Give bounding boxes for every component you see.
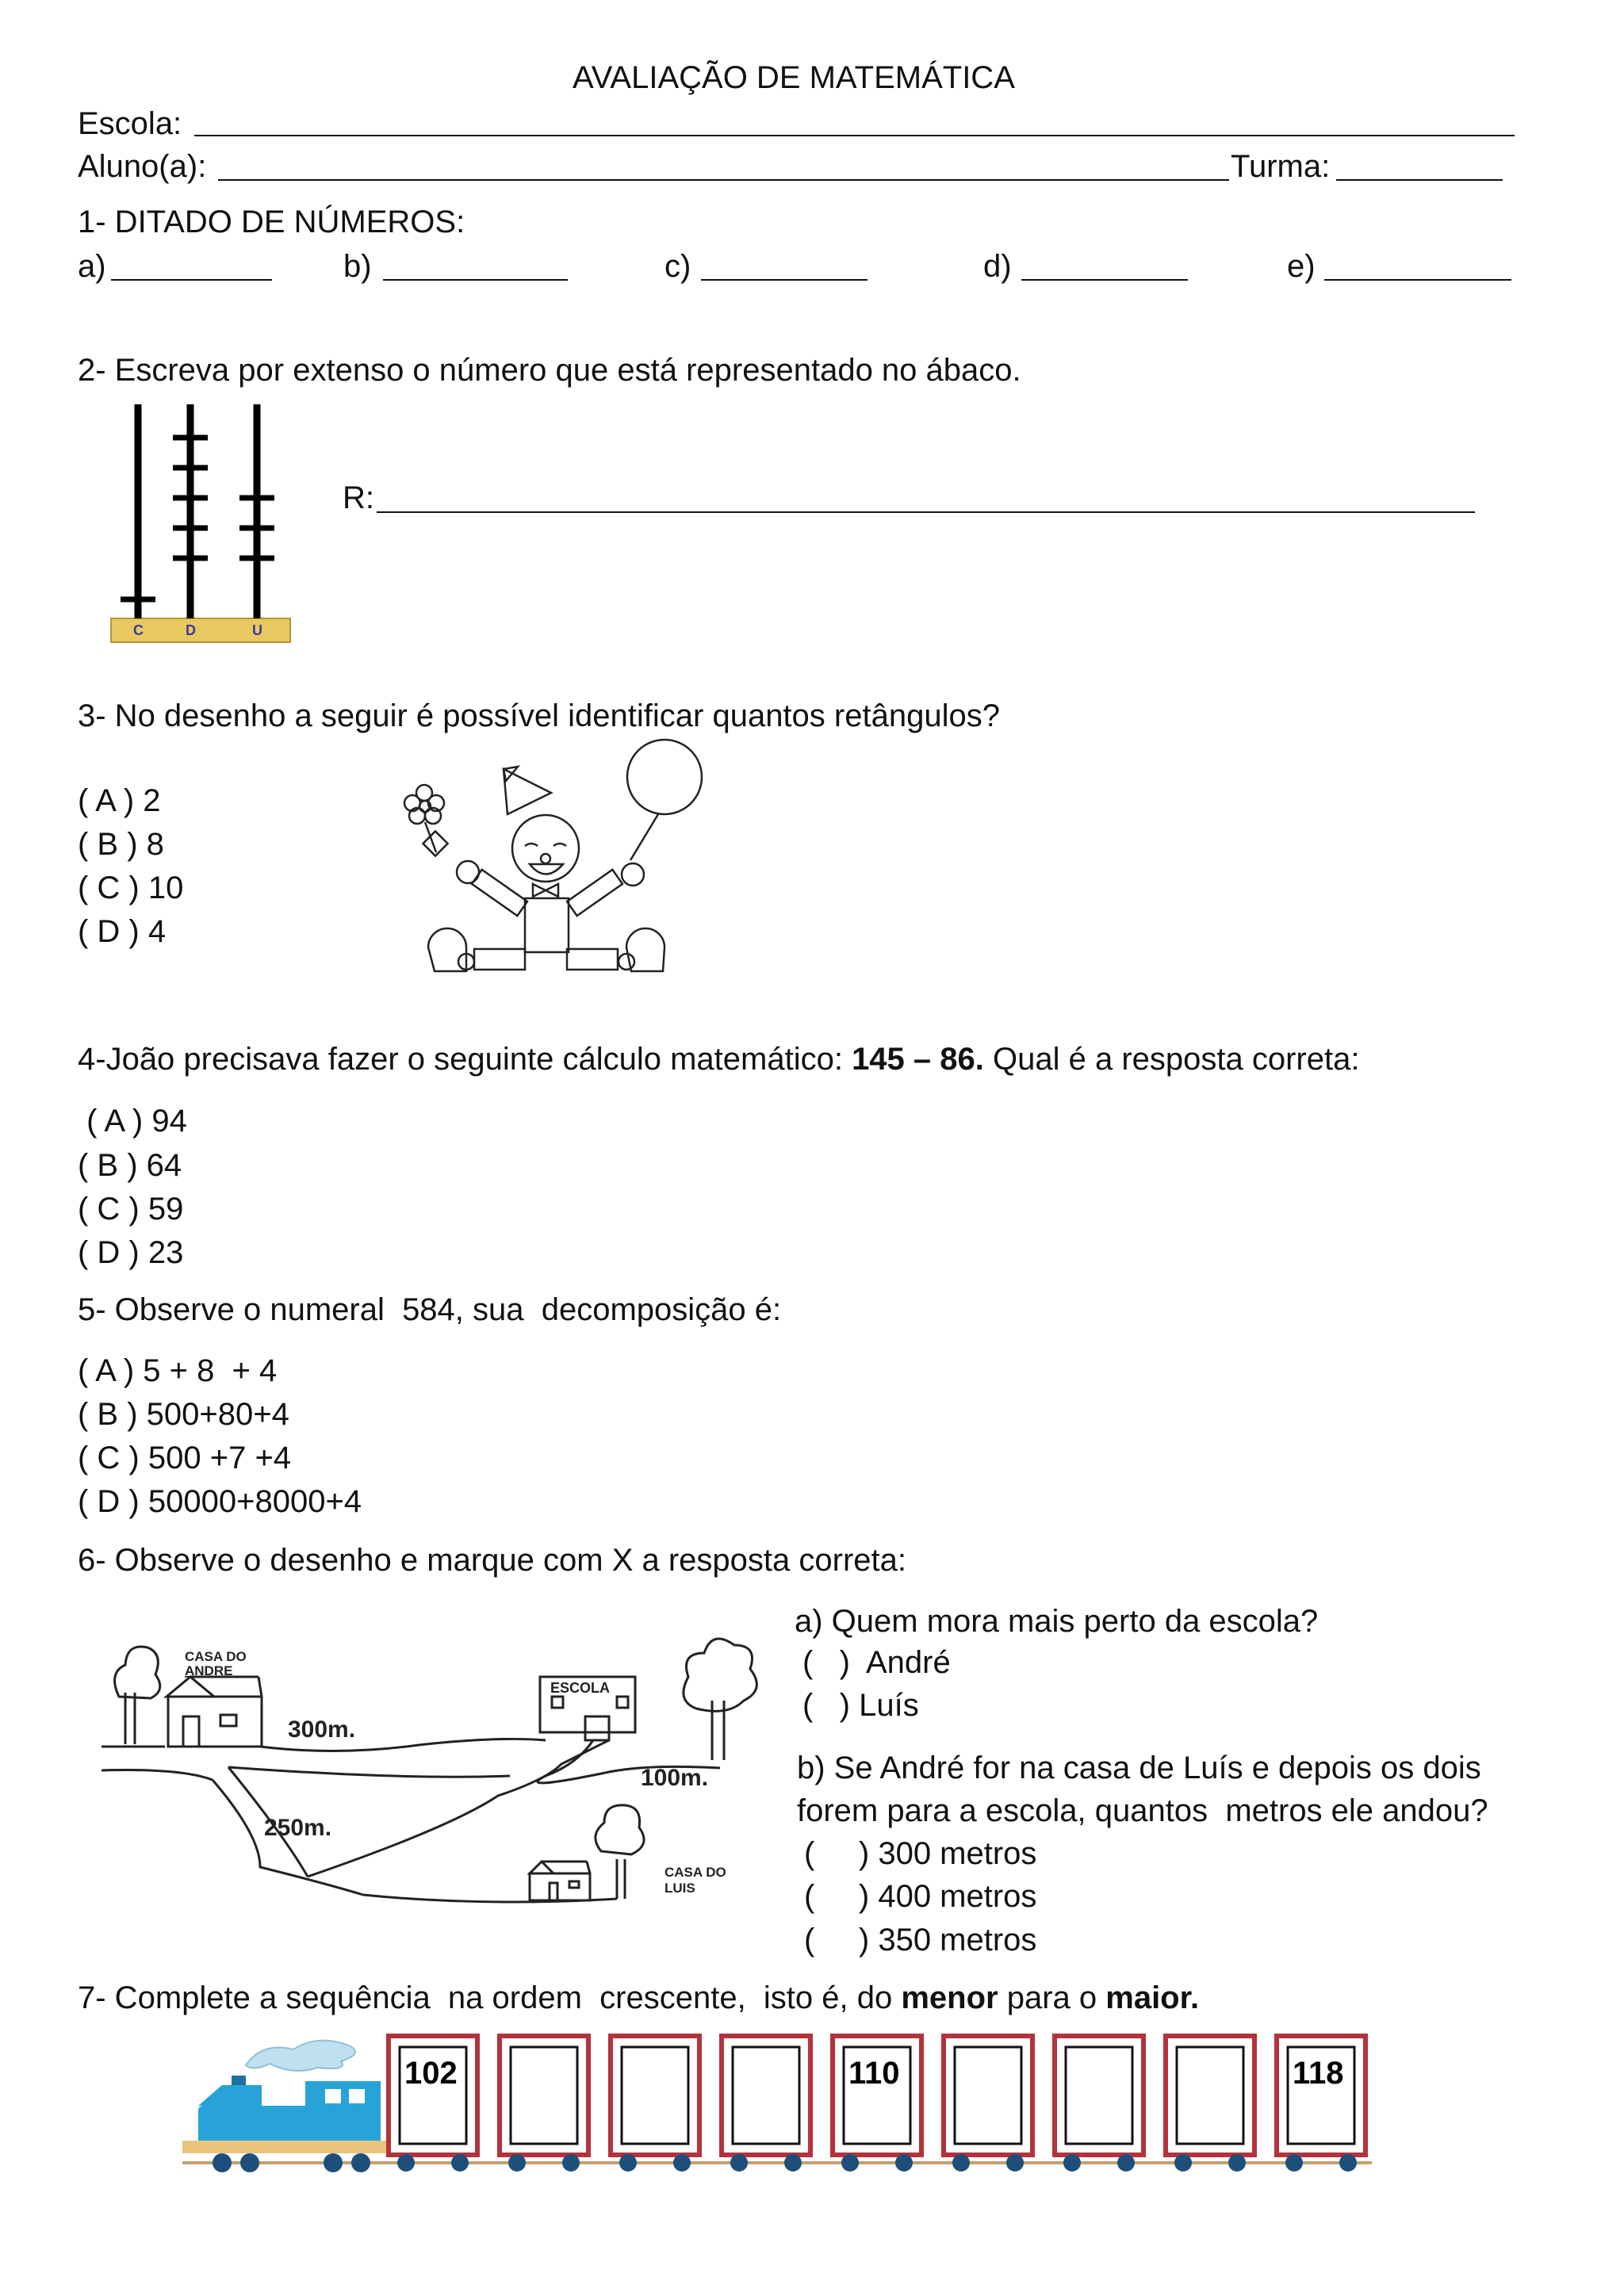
q4-option-c[interactable]: ( C ) 59 <box>78 1192 184 1226</box>
q1-c-label: c) <box>665 249 691 284</box>
q6-b-question-line2: forem para a escola, quantos metros ele andou? <box>797 1793 1488 1828</box>
wagon-7[interactable] <box>1055 2036 1143 2172</box>
aluno-field[interactable] <box>218 179 1229 181</box>
q6-b-option-400[interactable]: ( ) 400 metros <box>804 1879 1037 1914</box>
q1-a-field[interactable] <box>111 279 272 281</box>
q3-title: 3- No desenho a seguir é possível identificar quantos retângulos? <box>78 698 1000 733</box>
wagon-2[interactable] <box>500 2036 588 2172</box>
wagon-4[interactable] <box>722 2036 810 2172</box>
wagon-1 <box>389 2036 477 2172</box>
q5-title: 5- Observe o numeral 584, sua decomposição é: <box>78 1292 782 1327</box>
escola-label: Escola: <box>78 106 182 141</box>
wagon-9 <box>1277 2036 1365 2172</box>
q3-option-d[interactable]: ( D ) 4 <box>78 914 167 949</box>
q3-option-a[interactable]: ( A ) 2 <box>78 783 161 818</box>
q5-option-c[interactable]: ( C ) 500 +7 +4 <box>78 1441 292 1475</box>
q1-b-field[interactable] <box>383 279 568 281</box>
q4-option-a[interactable]: ( A ) 94 <box>78 1104 187 1138</box>
clown-drawing <box>389 733 722 979</box>
wagon-5 <box>833 2036 921 2172</box>
route-map <box>102 1598 768 1931</box>
map-casa-luis-line2: LUIS <box>665 1881 695 1896</box>
q5-option-b[interactable]: ( B ) 500+80+4 <box>78 1397 289 1432</box>
turma-label: Turma: <box>1231 149 1331 184</box>
abacus-label-d: D <box>186 622 196 638</box>
abacus-label-u: U <box>252 622 262 638</box>
map-distance-100: 100m. <box>641 1765 709 1791</box>
q6-b-option-350[interactable]: ( ) 350 metros <box>804 1923 1037 1957</box>
train <box>174 2030 1380 2180</box>
q6-a-option-luis[interactable]: ( ) Luís <box>802 1688 919 1723</box>
wagon-6[interactable] <box>944 2036 1032 2172</box>
q6-b-question-line1: b) Se André for na casa de Luís e depois os dois <box>797 1751 1481 1785</box>
q1-d-field[interactable] <box>1021 279 1188 281</box>
q4-option-d[interactable]: ( D ) 23 <box>78 1235 184 1270</box>
wagon-number: 102 <box>404 2056 458 2091</box>
q3-option-b[interactable]: ( B ) 8 <box>78 827 164 862</box>
q4-option-b[interactable]: ( B ) 64 <box>78 1148 182 1183</box>
q2-title: 2- Escreva por extenso o número que está representado no ábaco. <box>78 353 1021 388</box>
wagon-number: 110 <box>848 2056 900 2091</box>
q1-c-field[interactable] <box>701 279 868 281</box>
q1-d-label: d) <box>983 249 1012 284</box>
q3-option-c[interactable]: ( C ) 10 <box>78 871 184 905</box>
map-distance-300: 300m. <box>288 1716 356 1743</box>
q6-a-question: a) Quem mora mais perto da escola? <box>795 1604 1319 1639</box>
page-title: AVALIAÇÃO DE MATEMÁTICA <box>573 60 1015 95</box>
q5-option-d[interactable]: ( D ) 50000+8000+4 <box>78 1484 362 1519</box>
q6-a-option-andre[interactable]: ( ) André <box>802 1645 951 1680</box>
q1-e-label: e) <box>1287 249 1316 284</box>
map-distance-250: 250m. <box>264 1815 332 1841</box>
q6-title: 6- Observe o desenho e marque com X a resposta correta: <box>78 1543 906 1578</box>
wagon-number: 118 <box>1293 2056 1344 2091</box>
q5-option-a[interactable]: ( A ) 5 + 8 + 4 <box>78 1353 278 1388</box>
aluno-label: Aluno(a): <box>78 149 207 184</box>
wagon-8[interactable] <box>1166 2036 1254 2172</box>
abacus-label-c: C <box>133 622 144 638</box>
q1-b-label: b) <box>343 249 372 284</box>
q7-title: 7- Complete a sequência na ordem crescente, isto é, do menor para o maior. <box>78 1980 1200 2015</box>
q4-title: 4-João precisava fazer o seguinte cálculo matemático: 145 – 86. Qual é a resposta correta: <box>78 1042 1360 1077</box>
q1-e-field[interactable] <box>1324 279 1511 281</box>
q2-answer-label: R: <box>343 480 374 515</box>
map-escola-label: ESCOLA <box>550 1680 611 1696</box>
q1-title: 1- DITADO DE NÚMEROS: <box>78 205 465 239</box>
q1-a-label: a) <box>78 249 106 284</box>
turma-field[interactable] <box>1336 179 1503 181</box>
map-casa-andre-line1: CASA DO <box>185 1649 247 1664</box>
q6-b-option-300[interactable]: ( ) 300 metros <box>804 1836 1037 1871</box>
escola-field[interactable] <box>194 135 1515 136</box>
abacus <box>109 403 296 645</box>
wagon-3[interactable] <box>611 2036 699 2172</box>
map-casa-andre-line2: ANDRE <box>185 1663 233 1678</box>
q2-answer-field[interactable] <box>377 511 1475 513</box>
map-casa-luis-line1: CASA DO <box>665 1865 726 1880</box>
